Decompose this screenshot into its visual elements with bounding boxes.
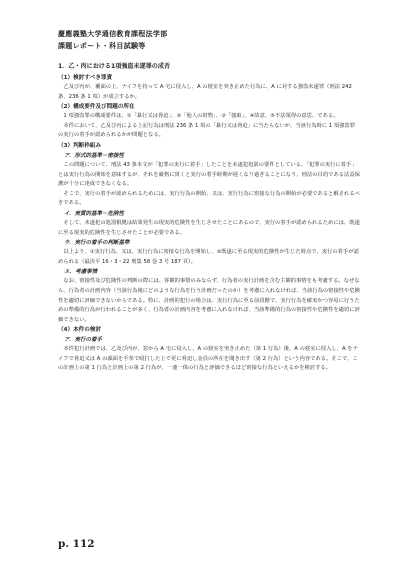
paragraph: 乙及び丙が、覆面の上、ナイフを持って A 宅に侵入し、A の寝室を突き止めた行為に、A に対する強盗未遂罪（刑法 242 条、236 条 1 項）が成立するか。	[58, 84, 352, 100]
header-university: 慶應義塾大学通信教育課程法学部	[58, 30, 168, 38]
section-heading: 1．乙・丙における1項強盗未遂罪の成否	[58, 63, 171, 70]
paragraph: なお、密接性及び危険性の判断の際には、客観的事情のみならず、行為者の実行計画を含む主観的事情をも考慮する。なぜなら、行為者の計画内容（当該行為後にどのような行為を行う計画だったのか）を考慮に入れなければ、当該行為の密接性や危険性を適切に評価できないからである。特に、計画的犯行の場合は、実行行為に至る前段階で、実行行為を確実かつ容易に行うための準備的行為が行われることが多く、行為者の計画内容を考慮に入れなければ、当該準備的行為の密接性や危険性を適切に評価できない。	[58, 278, 360, 323]
sub-subsection-heading: ウ．実行の着手の判断基準	[64, 240, 130, 247]
paragraph: 以上より、①実行行為、又は、実行行為に密接な行為を開始し、②既遂に至る現実的危険性が生じた時点で、実行の着手が認められる（最決平 16・3・22 刑集 58 巻 3 号 187 頁）。	[58, 249, 359, 265]
paragraph: 本件において、乙及び丙による上記行為は刑法 236 条 1 項の「暴行又は脅迫」に当たらないが、当該行為時に 1 項強盗罪の実行の着手が認められるかが問題となる。	[58, 122, 356, 139]
paragraph: 1 項強盗罪の構成要件は、①「暴行又は脅迫」、②「他人の財物」、③「強取」、④故意、⑤不法領得の意思、である。	[63, 113, 339, 120]
paragraph: そして、未遂犯の処罰根拠は結果発生の現実的危険性を生じさせたことにあるので、実行の着手が認められるためには、既遂に至る現実的危険性を生じさせたことが必要である。	[58, 219, 360, 236]
header-assignment: 課題レポート・科目試験等	[58, 42, 146, 50]
paragraph: そこで、実行の着手が認められるためには、実行行為の開始、又は、実行行為に密接な行為の開始が必要であると解されるべきである。	[58, 190, 360, 207]
subsection-heading: （3）判断枠組み	[58, 142, 102, 149]
subsection-heading: （2）構成要件及び問題の所在	[58, 104, 135, 111]
page-number: p. 112	[58, 538, 95, 550]
sub-subsection-heading: エ．考慮事情	[64, 269, 98, 276]
subsection-heading: （1）検討すべき罪責	[58, 75, 113, 81]
subsection-heading: （4）本件の検討	[58, 327, 102, 334]
sub-subsection-heading: ア．形式的基準－密接性	[64, 152, 125, 159]
paragraph: この問題について、刑法 43 条本文が「犯罪の実行に着手」したことを未遂犯処罰の要件としている。「犯罪の実行に着手」とは実行行為の開始を意味するが、それを厳格に貫くと実行の着手時期が遅くなり過ぎることになり、刑法の目的である法益保護が十分に達成できなくなる。	[58, 161, 360, 188]
paragraph: 本件犯行計画では、乙及び丙が、窓から A 宅に侵入し、A の寝室を突き止めた（第 1 行為）後、A の寝室に侵入し、A をナイフで脅迫又は A の顔面を手拳で殴打した上で更に脅迫し金員の所在を聞き出す（第 2 行為）という内容である。そこで、この計画上の第 1 行為と計画上の第 2 行為が、一連一体の行為と評価できるほど密接な行為といえるかを検討する。	[58, 346, 358, 372]
sub-subsection-heading: イ．実質的基準－危険性	[64, 210, 125, 217]
sub-subsection-heading: ア．実行の着手	[64, 337, 103, 344]
document-body	[58, 58, 360, 374]
